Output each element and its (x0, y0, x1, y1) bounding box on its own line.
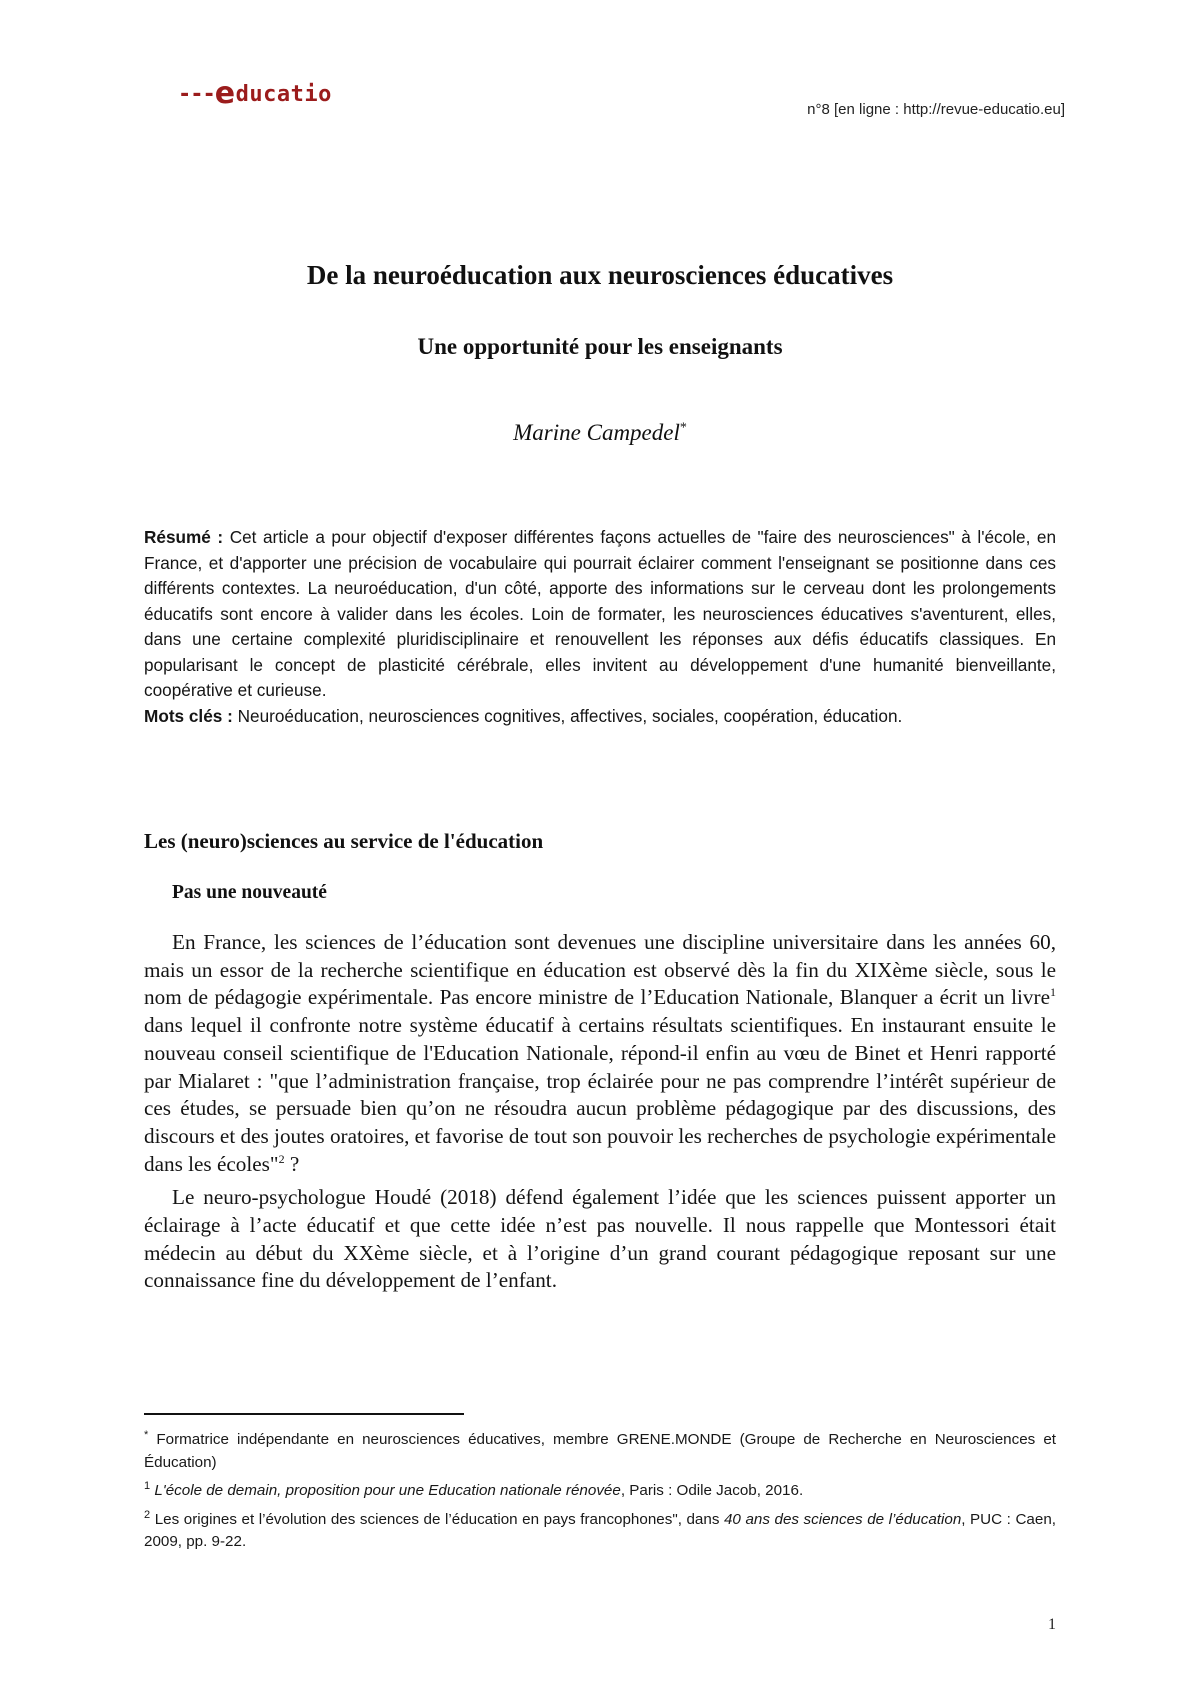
keywords-text: Neuroéducation, neurosciences cognitives, affectives, sociales, coopération, éducation. (237, 705, 903, 726)
footnotes (144, 1429, 1056, 1560)
footnote-italic: 40 ans des sciences de l’éducation (723, 1510, 962, 1528)
footnote-text-end: , PUC : Caen, 2009, pp. 9-22. (144, 1510, 1056, 1550)
footnote-author (144, 1429, 1056, 1474)
footnote-text: Les origines et l’évolution des sciences de l’éducation en pays francophones", dans (154, 1510, 724, 1528)
section-heading: Les (neuro)sciences au service de l'éducation (144, 829, 544, 853)
keywords-label: Mots clés : (144, 705, 233, 726)
abstract-text: Cet article a pour objectif d'exposer différentes façons actuelles de "faire des neurosciences" à l'école, en France, et d'apporter une précision de vocabulaire qui pourrait éclairer comment l'enseignant se positionne dans ces différents contextes. La neuroéducation, d'un côté, apporte des informations sur le cerveau dont les prolongements éducatifs sont encore à valider dans les écoles. Loin de formater, les neurosciences éducatives s'aventurent, elles, dans une certaine complexité pluridisciplinaire et renouvellent les réponses aux défis éducatifs classiques. En popularisant le concept de plasticité cérébrale, elles invitent au développement d'une humanité bienveillante, coopérative et curieuse. (144, 527, 1057, 700)
footnote-text: , Paris : Odile Jacob, 2016. (620, 1482, 804, 1499)
article-title: De la neuroéducation aux neurosciences éducatives (306, 260, 894, 290)
footnote-italic: L'école de demain, proposition pour une Education nationale rénovée (154, 1482, 621, 1499)
footnote-mark: 1 (144, 1479, 151, 1492)
author-name (0, 420, 1200, 446)
author-note-mark: * (679, 420, 687, 436)
footnote-separator (144, 1413, 464, 1415)
body-paragraph-1 (144, 929, 1056, 1178)
body-paragraph-2: Le neuro-psychologue Houdé (2018) défend également l’idée que les sciences puissent apporter un éclairage à l’acte éducatif et que cette idée n’est pas nouvelle. Il nous rappelle que Montessori était médecin au début du XXème siècle, et à l’origine d’un grand courant pédagogique reposant sur une connaissance fine du développement de l’enfant. (144, 1185, 1056, 1293)
keywords-line (144, 704, 1056, 730)
educatio-logo (178, 76, 332, 111)
footnote-ref-2[interactable]: 2 (278, 1151, 285, 1166)
abstract-label: Résumé : (144, 527, 224, 547)
journal-reference: n°8 [en ligne : http://revue-educatio.eu] (807, 101, 1065, 118)
logo-text: ducatio (235, 82, 332, 107)
footnote-text: Formatrice indépendante en neurosciences éducatives, membre GRENE.MONDE (Groupe de Recherche en Neurosciences et Éducation) (144, 1431, 1056, 1471)
p1-text-c: ? (284, 1151, 300, 1176)
footnote-ref-1[interactable]: 1 (1050, 985, 1056, 1000)
p1-text-b: dans lequel il confronte notre système éducatif à certains résultats scientifiques. En instaurant ensuite le nouveau conseil scientifique de l'Education Nationale, répond-il enfin au vœu de Binet et Henri rapporté par Mialaret : "que l’administration française, trop éclairée pour ne pas comprendre l’intérêt supérieur de ces études, se persuade bien qu’on ne résoudra aucun problème pédagogique par des discussions, des discours et des joutes oratoires, et favorise de tout son pouvoir les recherches de psychologie expérimentale dans les écoles" (144, 1013, 1056, 1176)
subsection-heading: Pas une nouveauté (172, 882, 327, 903)
abstract-block (144, 525, 1056, 729)
footnote-1 (144, 1480, 1056, 1503)
article-subtitle: Une opportunité pour les enseignants (417, 334, 783, 359)
body-text (144, 929, 1056, 1301)
p1-text-a: En France, les sciences de l’éducation sont devenues une discipline universitaire dans les années 60, mais un essor de la recherche scientifique en éducation est observé dès la fin du XIXème siècle, sous le nom de pédagogie expérimentale. Pas encore ministre de l’Education Nationale, Blanquer a écrit un livre (144, 930, 1056, 1010)
abstract-paragraph (144, 525, 1056, 704)
author-text: Marine Campedel (513, 420, 680, 445)
footnote-2 (144, 1509, 1056, 1554)
logo-e: e (214, 76, 236, 111)
page-number: 1 (1048, 1616, 1056, 1633)
footnote-mark: * (144, 1428, 149, 1441)
logo-dashes: --- (178, 82, 215, 107)
footnote-mark: 2 (144, 1508, 151, 1521)
